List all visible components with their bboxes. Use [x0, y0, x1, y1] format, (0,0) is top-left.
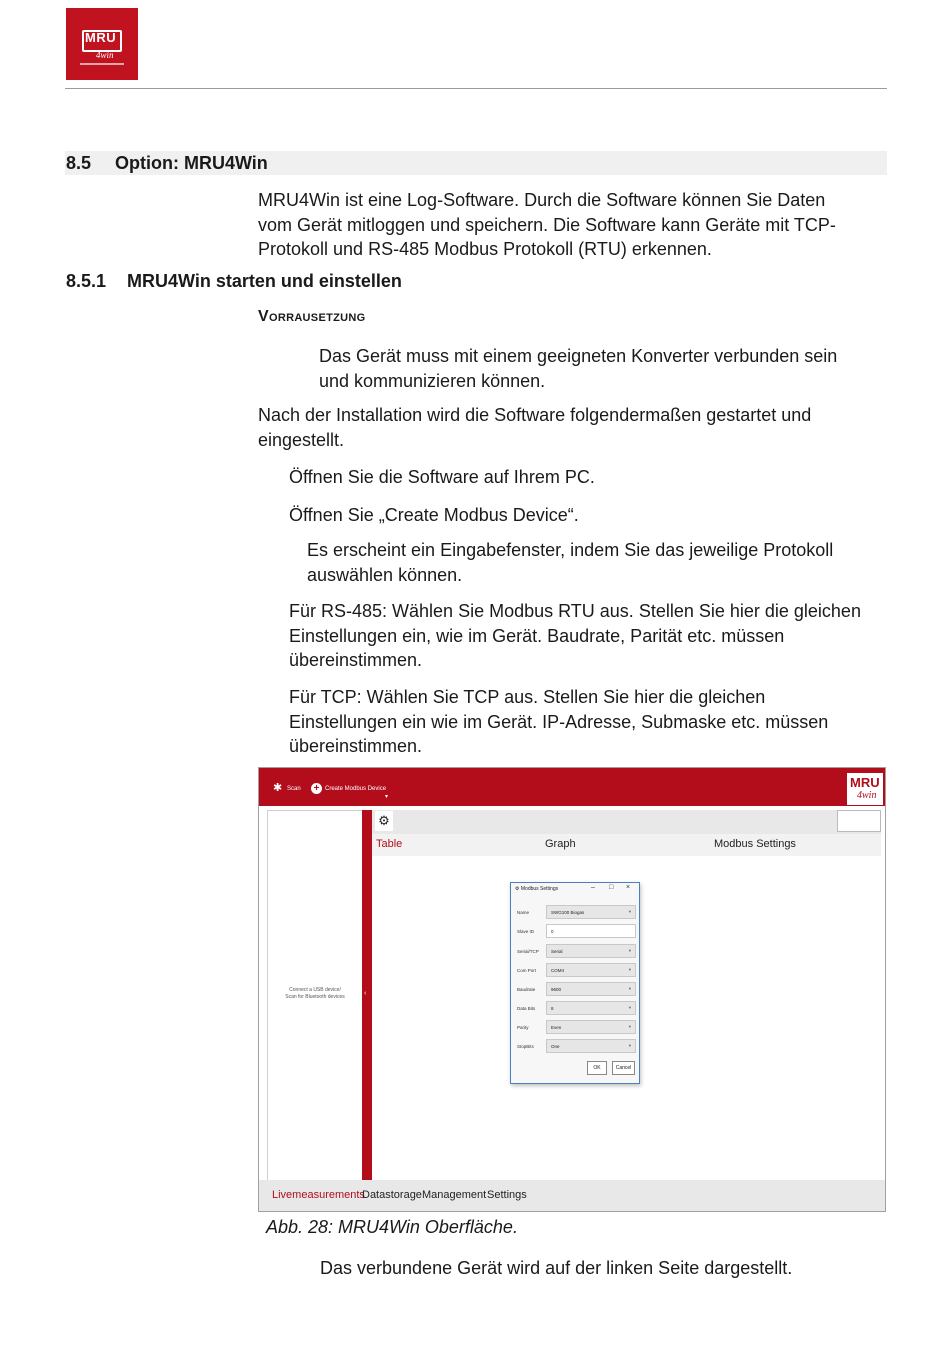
create-modbus-device-button[interactable]: Create Modbus Device: [325, 786, 387, 792]
rs485-line: Für RS-485: Wählen Sie Modbus RTU aus. Stellen Sie hier die gleichen: [289, 601, 861, 621]
gear-icon[interactable]: ⚙: [375, 811, 393, 831]
field-label-stop-bits: StopBits: [517, 1044, 534, 1049]
subsection-title: MRU4Win starten und einstellen: [127, 271, 402, 291]
baudrate-select[interactable]: [546, 982, 636, 996]
section-title: Option: MRU4Win: [115, 153, 268, 173]
rs485-instructions: [289, 599, 861, 673]
chevron-down-icon: ▾: [628, 1005, 631, 1010]
tcp-line: Für TCP: Wählen Sie TCP aus. Stellen Sie hier die gleichen: [289, 687, 766, 707]
intro-paragraph: [258, 188, 836, 262]
minimize-icon[interactable]: –: [591, 884, 595, 891]
installation-line: Nach der Installation wird die Software folgendermaßen gestartet und: [258, 405, 812, 425]
field-label-com-port: Com Port: [517, 968, 537, 973]
installation-line: eingestellt.: [258, 429, 345, 450]
stop-bits-select[interactable]: [546, 1039, 636, 1053]
figure-caption: Abb. 28: MRU4Win Oberfläche.: [266, 1217, 518, 1237]
tab-graph[interactable]: Graph: [545, 838, 576, 850]
dialog-title-text: Modbus Settings: [520, 886, 559, 892]
baudrate-value: 9600: [551, 987, 562, 992]
chevron-down-icon: ▾: [628, 948, 631, 953]
chevron-down-icon: ▾: [628, 986, 631, 991]
tcp-line: Einstellungen ein wie im Gerät. IP-Adresse, Submaske etc. müssen: [289, 711, 829, 732]
subsection-number: 8.5.1: [66, 271, 107, 291]
field-label-parity: Parity: [517, 1025, 529, 1030]
hint-line: Scan for Bluetooth devices: [285, 994, 345, 1000]
rs485-line: Einstellungen ein, wie im Gerät. Baudrate, Parität etc. müssen: [289, 625, 785, 646]
field-label-data-bits: Data Bits: [517, 1006, 536, 1011]
scan-button[interactable]: Scan: [287, 786, 301, 792]
chevron-down-icon: ▾: [628, 1024, 631, 1029]
tab-datastorage[interactable]: Datastorage: [362, 1189, 422, 1201]
tab-table[interactable]: Table: [376, 838, 403, 850]
field-label-name: Name: [517, 910, 530, 915]
bluetooth-icon[interactable]: ✱: [273, 782, 283, 794]
maximize-icon[interactable]: □: [609, 884, 614, 891]
logo-tagline-bar: [80, 63, 124, 65]
prerequisite-line: und kommunizieren können.: [319, 370, 546, 391]
prerequisite-line: Das Gerät muss mit einem geeigneten Konverter verbunden sein: [319, 346, 838, 366]
field-label-baudrate: Baudrate: [517, 987, 536, 992]
badge-subtext: 4win: [857, 790, 877, 801]
intro-line: Protokoll und RS-485 Modbus Protokoll (RTU) erkennen.: [258, 239, 712, 259]
intro-line: MRU4Win ist eine Log-Software. Durch die Software können Sie Daten: [258, 190, 826, 210]
chevron-down-icon: ▾: [628, 967, 631, 972]
tcp-instructions: [289, 685, 828, 759]
tcp-line: übereinstimmen.: [289, 736, 423, 756]
section-number: 8.5: [66, 153, 92, 173]
serial-tcp-value: Serial: [551, 949, 563, 954]
parity-select[interactable]: [546, 1020, 636, 1034]
rs485-line: übereinstimmen.: [289, 650, 423, 670]
ok-button[interactable]: OK: [587, 1061, 607, 1075]
company-logo: [66, 8, 138, 80]
toolbar-input[interactable]: [837, 810, 881, 832]
installation-paragraph: [258, 403, 811, 452]
stop-bits-value: One: [551, 1044, 560, 1049]
com-port-value: COM4: [551, 968, 565, 973]
logo-subtext: 4win: [96, 50, 114, 60]
slave-id-value: 0: [551, 929, 554, 934]
chevron-left-icon[interactable]: ‹: [364, 990, 367, 997]
chevron-down-icon[interactable]: ▾: [385, 794, 389, 800]
dialog-title: ⚙ Modbus Settings: [515, 886, 559, 892]
intro-line: vom Gerät mitloggen und speichern. Die Software kann Geräte mit TCP-: [258, 214, 836, 235]
tab-settings[interactable]: Settings: [487, 1189, 527, 1201]
data-bits-select[interactable]: [546, 1001, 636, 1015]
hint-line: Connect a USB device/: [289, 987, 341, 993]
tab-livemeasurements[interactable]: Livemeasurements: [272, 1189, 365, 1201]
prerequisite-text: [319, 344, 837, 393]
name-value: SWG100 Biogas: [551, 910, 585, 915]
chevron-down-icon: ▾: [628, 1043, 631, 1048]
mru4win-screenshot: [258, 767, 886, 1212]
main-toolbar: [372, 810, 881, 834]
device-list-hint: [273, 987, 357, 1001]
tab-management[interactable]: Management: [422, 1189, 487, 1201]
view-tabs-bar: [372, 834, 881, 856]
chevron-down-icon: ▾: [628, 909, 631, 914]
prerequisite-heading: Vorrausetzung: [258, 308, 366, 325]
plus-icon[interactable]: +: [311, 783, 322, 794]
step-1: Öffnen Sie die Software auf Ihrem PC.: [289, 467, 595, 487]
closing-paragraph: Das verbundene Gerät wird auf der linken Seite dargestellt.: [320, 1258, 793, 1278]
step-result: [307, 538, 833, 587]
step-result-line: Es erscheint ein Eingabefenster, indem Sie das jeweilige Protokoll: [307, 540, 834, 560]
field-label-serial-tcp: Serial/TCP: [517, 949, 539, 954]
close-icon[interactable]: ×: [626, 884, 631, 891]
app-logo-badge: [847, 773, 883, 805]
field-label-slave-id: Slave ID: [517, 929, 535, 934]
step-2: Öffnen Sie „Create Modbus Device“.: [289, 505, 579, 525]
serial-tcp-select[interactable]: [546, 944, 636, 958]
step-result-line: auswählen können.: [307, 564, 463, 585]
modbus-settings-dialog: [510, 882, 640, 1084]
slave-id-input[interactable]: [546, 924, 636, 938]
data-bits-value: 8: [551, 1006, 554, 1011]
badge-text: MRU: [850, 775, 880, 790]
logo-text: MRU: [85, 30, 117, 45]
parity-value: Even: [551, 1025, 562, 1030]
header-divider: [65, 88, 887, 89]
com-port-select[interactable]: [546, 963, 636, 977]
name-select[interactable]: [546, 905, 636, 919]
tab-modbus-settings[interactable]: Modbus Settings: [714, 838, 796, 850]
cancel-button[interactable]: Cancel: [612, 1061, 635, 1075]
